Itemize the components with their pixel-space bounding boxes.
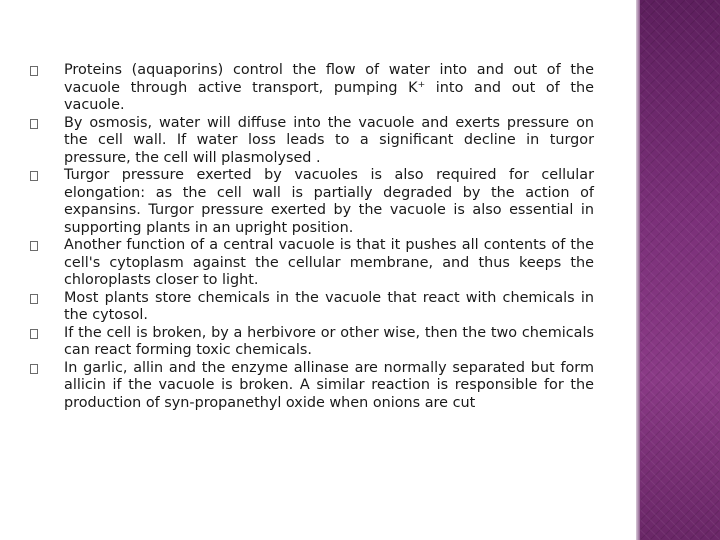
bullet-list (30, 62, 594, 412)
bullet-item (30, 290, 594, 325)
bullet-text: Another function of a central vacuole is that it pushes all contents of the cell's cytoplasm against the cellular membrane, and thus keeps the chloroplasts closer to light. (64, 237, 594, 288)
square-bullet-icon (30, 171, 38, 181)
slide-content (30, 62, 594, 412)
bullet-item (30, 237, 594, 290)
square-bullet-icon (30, 66, 38, 76)
square-bullet-icon (30, 329, 38, 339)
bullet-text: If the cell is broken, by a herbivore or other wise, then the two chemicals can react forming toxic chemicals. (64, 324, 594, 358)
bullet-text: In garlic, allin and the enzyme allinase are normally separated but form allicin if the vacuole is broken. A similar reaction is responsible for the production of syn-propanethyl oxide when onions are cut (64, 359, 594, 411)
square-bullet-icon (30, 241, 38, 251)
bullet-item (30, 325, 594, 360)
bullet-item (30, 115, 594, 168)
bullet-text: Turgor pressure exerted by vacuoles is also required for cellular elongation: as the cell wall is partially degraded by the action of expansins. Turgor pressure exerted by the vacuole is also essential in supporting plants in an upright position. (64, 167, 594, 236)
bullet-item (30, 360, 594, 413)
bullet-text: Most plants store chemicals in the vacuole that react with chemicals in the cytosol. (64, 289, 594, 323)
square-bullet-icon (30, 364, 38, 374)
bullet-text: By osmosis, water will diffuse into the vacuole and exerts pressure on the cell wall. If water loss leads to a significant decline in turgor pressure, the cell will plasmolysed . (64, 114, 594, 166)
square-bullet-icon (30, 294, 38, 304)
bullet-item (30, 167, 594, 237)
decorative-side-panel (640, 0, 720, 540)
bullet-item (30, 62, 594, 115)
square-bullet-icon (30, 119, 38, 129)
bullet-text: Proteins (aquaporins) control the flow of water into and out of the vacuole through active transport, pumping K⁺ into and out of the vacuole. (64, 62, 594, 113)
